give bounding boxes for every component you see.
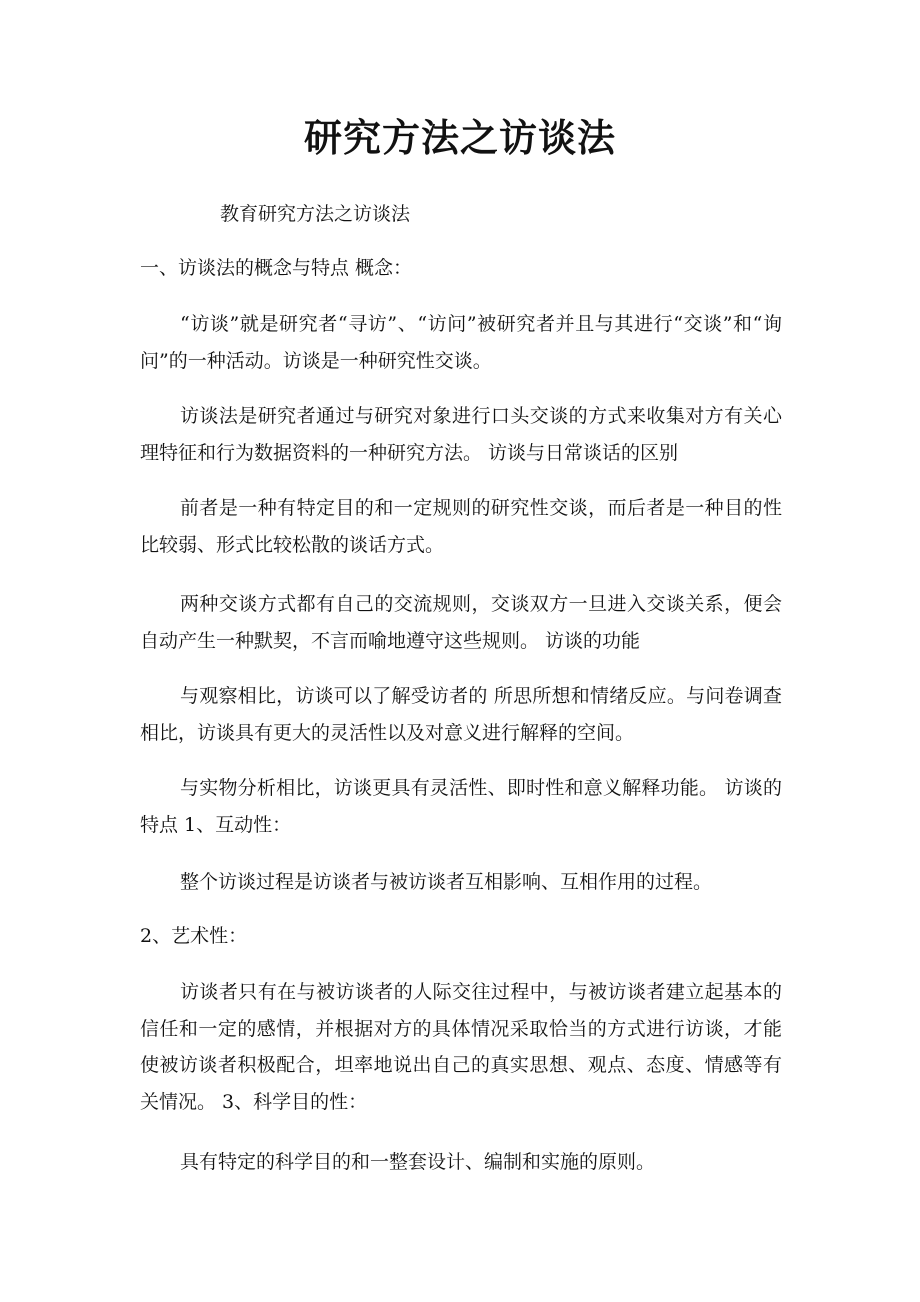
document-subtitle: 教育研究方法之访谈法 bbox=[220, 203, 411, 225]
paragraph-observation: 与观察相比，访谈可以了解受访者的 所思所想和情绪反应。与问卷调查相比，访谈具有更大的灵活性以及对意义进行解释的空间。 bbox=[140, 685, 782, 744]
section-heading-artistry: 2、艺术性： bbox=[140, 925, 248, 947]
paragraph-interaction: 整个访谈过程是访谈者与被访谈者互相影响、互相作用的过程。 bbox=[180, 871, 713, 893]
paragraph-method: 访谈法是研究者通过与研究对象进行口头交谈的方式来收集对方有关心理特征和行为数据资料的一种研究方法。 访谈与日常谈话的区别 bbox=[140, 405, 782, 464]
paragraph-artistry: 访谈者只有在与被访谈者的人际交往过程中，与被访谈者建立起基本的信任和一定的感情，并根据对方的具体情况采取恰当的方式进行访谈，才能使被访谈者积极配合，坦率地说出自己的真实思想、观点、态度、情感等有关情况。 3、科学目的性： bbox=[140, 981, 782, 1113]
paragraph-difference: 前者是一种有特定目的和一定规则的研究性交谈，而后者是一种目的性比较弱、形式比较松散的谈话方式。 bbox=[140, 497, 782, 556]
paragraph-definition: “访谈”就是研究者“寻访”、“访问”被研究者并且与其进行“交谈”和“询问”的一种活动。访谈是一种研究性交谈。 bbox=[140, 313, 782, 372]
paragraph-artifact: 与实物分析相比，访谈更具有灵活性、即时性和意义解释功能。 访谈的特点 1、互动性： bbox=[140, 777, 782, 836]
section-heading-concept: 一、访谈法的概念与特点 概念： bbox=[140, 257, 413, 279]
paragraph-scientific-purpose: 具有特定的科学目的和一整套设计、编制和实施的原则。 bbox=[180, 1151, 656, 1173]
document-title: 研究方法之访谈法 bbox=[303, 115, 616, 160]
paragraph-rules: 两种交谈方式都有自己的交流规则，交谈双方一旦进入交谈关系，便会自动产生一种默契，不言而喻地遵守这些规则。 访谈的功能 bbox=[140, 593, 782, 652]
